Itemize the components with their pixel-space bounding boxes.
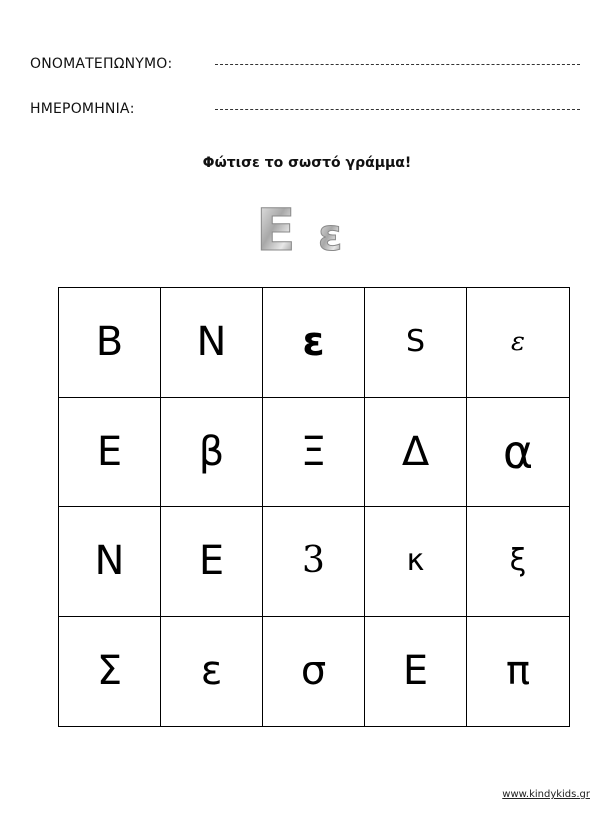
grid-cell[interactable]: Σ: [59, 617, 161, 727]
grid-cell[interactable]: ε: [263, 288, 365, 398]
grid-cell[interactable]: σ: [263, 617, 365, 727]
grid-cell[interactable]: ε: [467, 288, 569, 398]
date-label: ΗΜΕΡΟΜΗΝΙΑ:: [30, 101, 135, 117]
target-lower-letter: ε: [318, 210, 343, 258]
name-label: ΟΝΟΜΑΤΕΠΩΝΥΜΟ:: [30, 56, 173, 72]
grid-cell[interactable]: Ε: [59, 398, 161, 508]
date-line[interactable]: [215, 109, 580, 110]
target-upper-letter: Ε: [256, 196, 296, 258]
grid-cell[interactable]: κ: [365, 507, 467, 617]
grid-cell[interactable]: Β: [59, 288, 161, 398]
grid-cell[interactable]: β: [161, 398, 263, 508]
name-line[interactable]: [215, 64, 580, 65]
footer-link[interactable]: www.kindykids.gr: [502, 789, 590, 800]
grid-cell[interactable]: S: [365, 288, 467, 398]
grid-cell[interactable]: Ξ: [263, 398, 365, 508]
grid-cell[interactable]: ε: [161, 617, 263, 727]
target-letters: [248, 194, 368, 258]
grid-cell[interactable]: α: [467, 398, 569, 508]
grid-cell[interactable]: Ε: [161, 507, 263, 617]
grid-cell[interactable]: π: [505, 648, 531, 695]
grid-cell[interactable]: Ν: [161, 288, 263, 398]
letter-grid: [58, 287, 570, 727]
name-field: [30, 52, 580, 76]
instruction-text: Φώτισε το σωστό γράμμα!: [202, 155, 412, 171]
grid-cell[interactable]: Δ: [365, 398, 467, 508]
grid-cell[interactable]: ξ: [467, 507, 569, 617]
grid-cell[interactable]: Ν: [59, 507, 161, 617]
grid-cell[interactable]: 3: [263, 507, 365, 617]
date-field: [30, 97, 580, 121]
grid-cell[interactable]: Ε: [365, 617, 467, 727]
